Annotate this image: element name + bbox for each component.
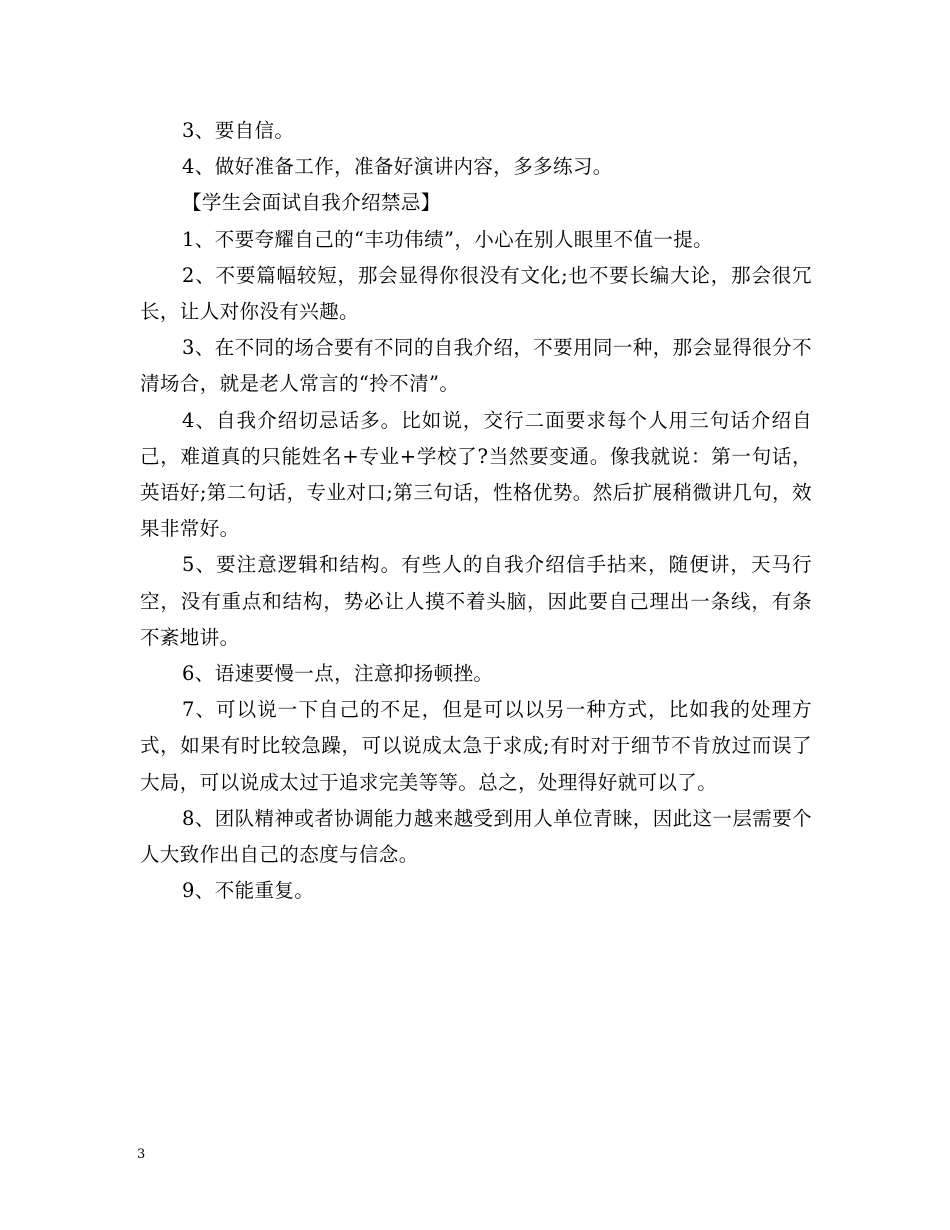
- document-body: [140, 113, 812, 909]
- page-number: 3: [137, 1147, 146, 1162]
- list-item-length: 2、不要篇幅较短，那会显得你很没有文化;也不要长编大论，那会很冗长，让人对你没有兴趣。: [140, 263, 812, 324]
- list-item-self-confidence: 3、要自信。: [182, 119, 295, 142]
- list-item-preparation: 4、做好准备工作，准备好演讲内容，多多练习。: [182, 155, 613, 179]
- section-heading: 【学生会面试自我介绍禁忌】: [182, 191, 441, 215]
- list-item-brevity: 4、自我介绍切忌话多。比如说，交行二面要求每个人用三句话介绍自己，难道真的只能姓名+专业+学校了?当然要变通。像我就说：第一句话，英语好;第二句话，专业对口;第三句话，性格优势。然后扩展稍微讲几句，效果非常好。: [140, 408, 812, 541]
- list-item-weaknesses: 7、可以说一下自己的不足，但是可以以另一种方式，比如我的处理方式，如果有时比较急躁，可以说成太急于求成;有时对于细节不肯放过而误了大局，可以说成太过于追求完美等等。总之，处理得好就可以了。: [140, 698, 812, 794]
- list-item-occasion: 3、在不同的场合要有不同的自我介绍，不要用同一种，那会显得很分不清场合，就是老人常言的“拎不清”。: [140, 336, 812, 396]
- list-item-teamwork: 8、团队精神或者协调能力越来越受到用人单位青睐，因此这一层需要个人大致作出自己的态度与信念。: [140, 806, 812, 867]
- list-item-no-repetition: 9、不能重复。: [182, 879, 315, 903]
- list-item-logic: 5、要注意逻辑和结构。有些人的自我介绍信手拈来，随便讲，天马行空，没有重点和结构，势必让人摸不着头脑，因此要自己理出一条线，有条不紊地讲。: [140, 553, 812, 649]
- list-item-no-boasting: 1、不要夸耀自己的“丰功伟绩”，小心在别人眼里不值一提。: [182, 227, 714, 251]
- list-item-speech-pace: 6、语速要慢一点，注意抑扬顿挫。: [182, 662, 494, 686]
